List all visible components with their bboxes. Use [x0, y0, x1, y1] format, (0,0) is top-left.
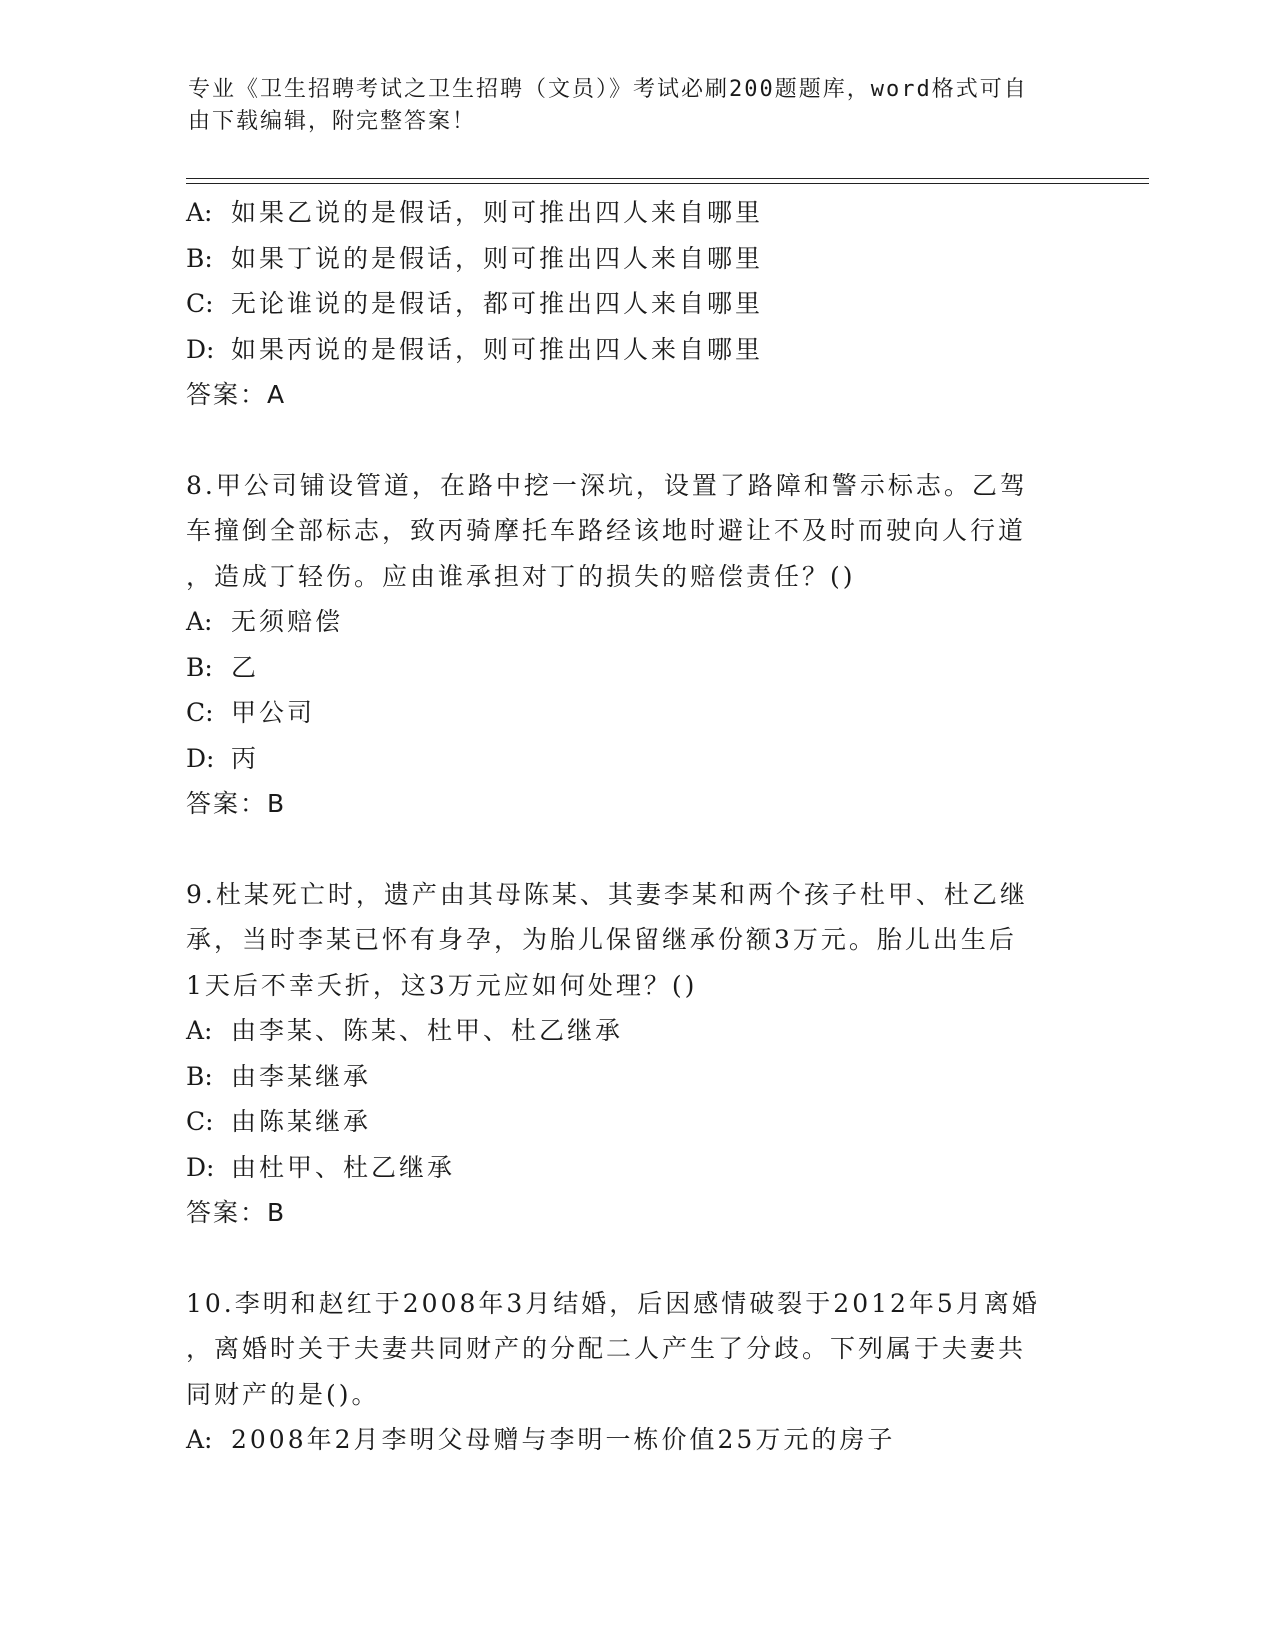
option-text: 如果丁说的是假话，则可推出四人来自哪里: [231, 243, 764, 273]
option-letter: A:: [186, 1016, 213, 1045]
option-letter: C:: [186, 289, 214, 318]
option-text: 如果丙说的是假话，则可推出四人来自哪里: [231, 334, 764, 364]
q9-option-c: [186, 1099, 1086, 1145]
q9-stem-line-3: 1天后不幸夭折，这3万元应如何处理？(): [186, 970, 698, 1000]
option-letter: D:: [186, 743, 215, 773]
q9-stem-line-2: 承，当时李某已怀有身孕，为胎儿保留继承份额3万元。胎儿出生后: [186, 925, 1017, 954]
header-line-1: 专业《卫生招聘考试之卫生招聘（文员）》考试必刷200题题库，word格式可自: [188, 77, 1028, 102]
option-text: 如果乙说的是假话，则可推出四人来自哪里: [231, 198, 764, 227]
q9-option-a: [186, 1008, 1086, 1054]
q9-option-d: [186, 1145, 1086, 1191]
header-divider-bottom: [186, 183, 1149, 184]
q7-option-b: [186, 236, 1086, 282]
q8-stem-line-2: 车撞倒全部标志，致丙骑摩托车路经该地时避让不及时而驶向人行道: [186, 516, 1027, 545]
q8-option-a: [186, 599, 1086, 645]
q10-stem-line-2: ，离婚时关于夫妻共同财产的分配二人产生了分歧。下列属于夫妻共: [186, 1334, 1027, 1363]
q7-option-d: [186, 327, 1086, 373]
spacer: [186, 827, 1086, 872]
header-line-2: 由下载编辑，附完整答案！: [188, 109, 477, 134]
option-text: 无论谁说的是假话，都可推出四人来自哪里: [231, 289, 764, 318]
q9-option-b: [186, 1054, 1086, 1100]
document-body: [186, 190, 1086, 1463]
header-divider-top: [186, 178, 1149, 179]
option-text: 由李某继承: [231, 1061, 372, 1091]
q8-stem-line-1: 8.甲公司铺设管道，在路中挖一深坑，设置了路障和警示标志。乙驾: [186, 470, 1028, 500]
option-text: 甲公司: [231, 698, 316, 727]
option-letter: A:: [186, 198, 213, 227]
option-text: 由李某、陈某、杜甲、杜乙继承: [231, 1016, 624, 1045]
spacer: [186, 1236, 1086, 1281]
q7-option-c: [186, 281, 1086, 327]
q8-option-b: [186, 645, 1086, 691]
option-text: 无须赔偿: [231, 607, 344, 636]
option-letter: C:: [186, 1107, 214, 1136]
q10-stem-line-1: 10.李明和赵红于2008年3月结婚，后因感情破裂于2012年5月离婚: [186, 1288, 1040, 1318]
spacer: [186, 418, 1086, 463]
option-letter: D:: [186, 1152, 215, 1182]
option-text: 丙: [231, 743, 260, 773]
q9-stem-line-1: 9.杜某死亡时，遗产由其母陈某、其妻李某和两个孩子杜甲、杜乙继: [186, 879, 1028, 909]
option-text: 2008年2月李明父母赠与李明一栋价值25万元的房子: [231, 1425, 896, 1454]
q8-option-c: [186, 690, 1086, 736]
q9-answer: 答案：B: [186, 1198, 287, 1227]
document-header: [188, 74, 1068, 138]
q7-answer: 答案：A: [186, 380, 287, 409]
option-letter: B:: [186, 243, 213, 273]
option-text: 由陈某继承: [231, 1107, 372, 1136]
q8-option-d: [186, 736, 1086, 782]
q8-answer: 答案：B: [186, 789, 287, 818]
q7-option-a: [186, 190, 1086, 236]
option-letter: B:: [186, 652, 213, 682]
option-text: 由杜甲、杜乙继承: [231, 1152, 456, 1182]
option-letter: A:: [186, 1425, 213, 1454]
q8-stem-line-3: ，造成丁轻伤。应由谁承担对丁的损失的赔偿责任？(): [186, 561, 856, 591]
option-letter: C:: [186, 698, 214, 727]
option-letter: A:: [186, 607, 213, 636]
option-letter: D:: [186, 334, 215, 364]
q10-option-a: [186, 1417, 1086, 1463]
option-text: 乙: [231, 652, 260, 682]
option-letter: B:: [186, 1061, 213, 1091]
q10-stem-line-3: 同财产的是()。: [186, 1379, 380, 1409]
